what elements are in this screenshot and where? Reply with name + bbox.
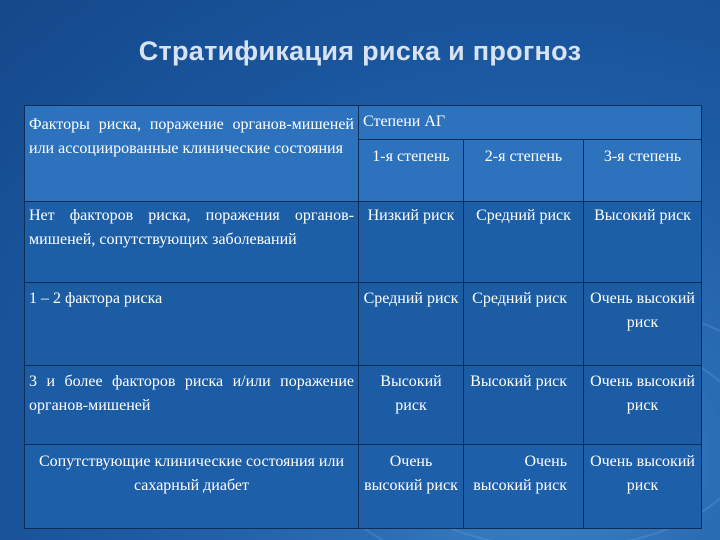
row-factor: Сопутствующие клинические состояния или сахарный диабет [25, 445, 359, 529]
risk-cell: Средний риск [464, 283, 584, 366]
header-grade-2: 2-я степень [464, 140, 584, 202]
risk-cell: Средний риск [359, 283, 464, 366]
risk-cell: Высокий риск [584, 202, 702, 283]
header-grade-1: 1-я степень [359, 140, 464, 202]
table-row [25, 283, 702, 366]
risk-stratification-table [24, 105, 702, 529]
row-factor: 1 – 2 фактора риска [25, 283, 359, 366]
header-factors: Факторы риска, поражение органов-мишеней или ассоциированные клинические состояния [25, 106, 359, 202]
table-row [25, 202, 702, 283]
row-factor: 3 и более факторов риска и/или поражение органов-мишеней [25, 366, 359, 445]
risk-cell: Высокий риск [464, 366, 584, 445]
risk-cell: Очень высокий риск [584, 283, 702, 366]
risk-cell: Очень высокий риск [584, 366, 702, 445]
header-grade-3: 3-я степень [584, 140, 702, 202]
risk-cell: Очень высокий риск [464, 445, 584, 529]
table-row [25, 445, 702, 529]
slide-title: Стратификация риска и прогноз [138, 36, 582, 66]
risk-cell: Низкий риск [359, 202, 464, 283]
risk-cell: Очень высокий риск [584, 445, 702, 529]
header-grades-group: Степени АГ [359, 106, 702, 140]
table-header-row [25, 106, 702, 140]
risk-cell: Высокий риск [359, 366, 464, 445]
table-row [25, 366, 702, 445]
risk-cell: Очень высокий риск [359, 445, 464, 529]
row-factor: Нет факторов риска, поражения органов-мишеней, сопутствующих заболеваний [25, 202, 359, 283]
risk-cell: Средний риск [464, 202, 584, 283]
